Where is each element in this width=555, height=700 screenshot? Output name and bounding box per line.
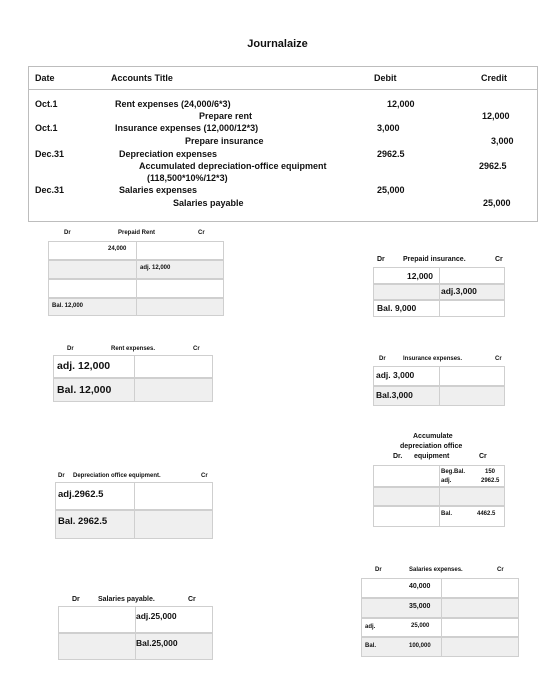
credit-value: adj. 12,000 bbox=[140, 265, 171, 271]
adj-value: adj. 3,000 bbox=[376, 370, 415, 380]
dr-label: Dr bbox=[379, 356, 386, 362]
balance-value: Bal. 12,000 bbox=[57, 384, 112, 396]
balance-value: Bal.25,000 bbox=[136, 638, 178, 648]
header-accounts-title: Accounts Title bbox=[111, 73, 173, 83]
cr-label: Cr bbox=[479, 453, 487, 460]
account-title: Salaries payable. bbox=[98, 596, 155, 603]
t-account-depreciation-office-equipment bbox=[55, 473, 213, 539]
balance-value: 100,000 bbox=[409, 643, 431, 649]
beg-bal-label: Beg.Bal. bbox=[441, 469, 466, 475]
entry-account: Salaries expenses bbox=[119, 185, 198, 195]
page-title: Journalaize bbox=[247, 38, 308, 50]
entry-account: Rent expenses (24,000/6*3) bbox=[115, 99, 231, 109]
dr-label: Dr bbox=[72, 596, 80, 603]
t-row bbox=[373, 487, 505, 506]
t-row bbox=[361, 618, 519, 637]
t-row bbox=[361, 598, 519, 618]
journal-table bbox=[28, 66, 538, 222]
account-title: Salaries expenses. bbox=[409, 567, 463, 573]
entry-date: Dec.31 bbox=[35, 185, 65, 195]
t-row bbox=[48, 260, 224, 279]
cr-label: Cr bbox=[193, 346, 200, 352]
dr-label: Dr bbox=[67, 346, 74, 352]
adj-value: adj. 12,000 bbox=[57, 360, 111, 372]
entry-date: Dec.31 bbox=[35, 149, 65, 159]
t-account-salaries-payable bbox=[58, 596, 213, 660]
dr-label: Dr bbox=[64, 230, 71, 236]
bal-label: Bal. bbox=[365, 643, 377, 649]
t-row bbox=[373, 267, 505, 284]
cr-label: Cr bbox=[198, 230, 205, 236]
entry-account: Insurance expenses (12,000/12*3) bbox=[115, 123, 259, 133]
dr-label: Dr. bbox=[393, 453, 403, 460]
entry-credit: 2962.5 bbox=[479, 161, 507, 171]
cr-label: Cr bbox=[188, 596, 196, 603]
account-title: depreciation office bbox=[400, 443, 463, 450]
adj-value: 2962.5 bbox=[481, 478, 500, 484]
debit-value: 40,000 bbox=[409, 583, 431, 590]
cr-label: Cr bbox=[497, 567, 504, 573]
entry-account: Prepare insurance bbox=[185, 136, 264, 146]
account-title: Prepaid Rent bbox=[118, 230, 156, 236]
debit-value: 12,000 bbox=[407, 271, 433, 281]
bal-value: 4462.5 bbox=[477, 511, 496, 517]
debit-value: 35,000 bbox=[409, 603, 431, 610]
account-title: Prepaid insurance. bbox=[403, 256, 466, 263]
entry-debit: 12,000 bbox=[387, 99, 415, 109]
account-title: Depreciation office equipment. bbox=[73, 473, 161, 479]
entry-account: Salaries payable bbox=[173, 198, 244, 208]
debit-value: 24,000 bbox=[108, 246, 127, 252]
t-account-rent-expenses bbox=[53, 346, 213, 402]
dr-label: Dr bbox=[375, 567, 382, 573]
account-title: Accumulate bbox=[413, 433, 453, 440]
header-debit: Debit bbox=[374, 73, 397, 83]
bal-label: Bal. bbox=[441, 511, 453, 517]
cr-label: Cr bbox=[495, 356, 502, 362]
cr-label: Cr bbox=[201, 473, 208, 479]
entry-date: Oct.1 bbox=[35, 99, 58, 109]
t-account-prepaid-rent bbox=[48, 230, 224, 316]
beg-bal-value: 150 bbox=[485, 469, 496, 475]
dr-label: Dr bbox=[377, 256, 385, 263]
credit-value: adj.3,000 bbox=[441, 286, 477, 296]
entry-credit: 25,000 bbox=[483, 198, 511, 208]
entry-credit: 3,000 bbox=[491, 136, 514, 146]
t-row bbox=[373, 284, 505, 300]
entry-debit: 2962.5 bbox=[377, 149, 405, 159]
account-title: Rent expenses. bbox=[111, 346, 156, 352]
account-title: Insurance expenses. bbox=[403, 356, 463, 362]
journal-header bbox=[29, 67, 537, 90]
adj-label: adj. bbox=[441, 478, 452, 484]
account-title: equipment bbox=[414, 453, 450, 460]
entry-credit: 12,000 bbox=[482, 111, 510, 121]
entry-account: (118,500*10%/12*3) bbox=[147, 173, 228, 183]
balance-value: Bal. 2962.5 bbox=[58, 516, 108, 527]
entry-date: Oct.1 bbox=[35, 123, 58, 133]
adj-value: adj.25,000 bbox=[136, 611, 177, 621]
entry-debit: 3,000 bbox=[377, 123, 400, 133]
t-row bbox=[48, 241, 224, 260]
balance-value: Bal.3,000 bbox=[376, 390, 413, 400]
balance-value: Bal. 12,000 bbox=[52, 303, 84, 309]
t-row bbox=[361, 578, 519, 598]
entry-account: Depreciation expenses bbox=[119, 149, 218, 159]
t-account-prepaid-insurance bbox=[373, 256, 505, 317]
debit-value: 25,000 bbox=[411, 623, 430, 629]
t-account-accumulated-depreciation bbox=[373, 433, 505, 527]
dr-label: Dr bbox=[58, 473, 65, 479]
cr-label: Cr bbox=[495, 256, 503, 263]
entry-account: Accumulated depreciation-office equipment bbox=[139, 161, 327, 171]
entry-debit: 25,000 bbox=[377, 185, 405, 195]
entry-account: Prepare rent bbox=[199, 111, 253, 121]
adj-value: adj.2962.5 bbox=[58, 489, 104, 500]
adj-label: adj. bbox=[365, 624, 376, 630]
t-row bbox=[48, 279, 224, 298]
header-credit: Credit bbox=[481, 73, 508, 83]
t-account-insurance-expenses bbox=[373, 356, 505, 406]
balance-value: Bal. 9,000 bbox=[377, 303, 417, 313]
t-row bbox=[361, 637, 519, 657]
header-date: Date bbox=[35, 73, 55, 83]
t-account-salaries-expenses bbox=[361, 567, 519, 657]
